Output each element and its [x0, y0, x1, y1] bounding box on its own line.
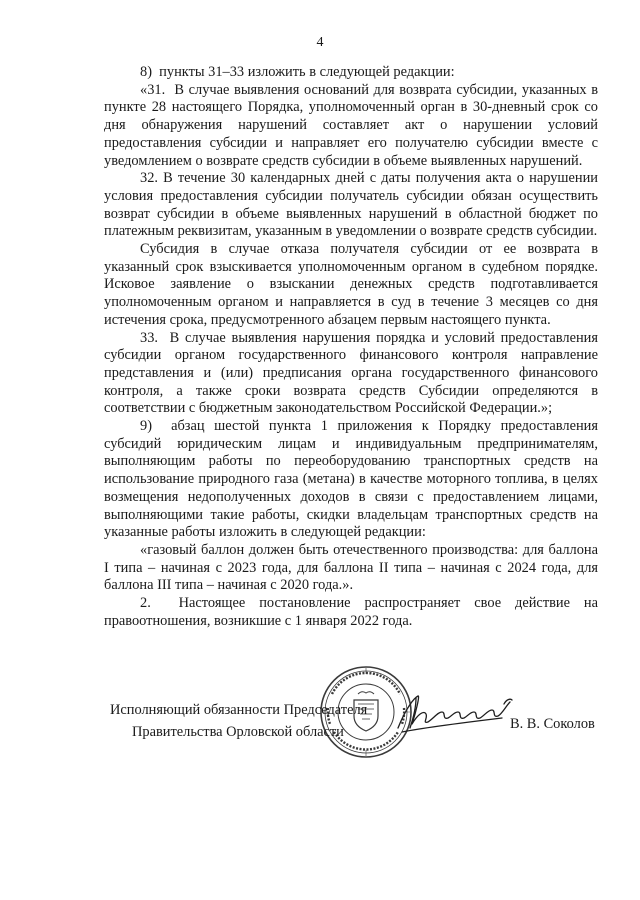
- paragraph-clause-33: 33. В случае выявления нарушения порядка и условий предоставления субсидии органом государственного финансового контроля направление представления и (или) предписания органа государственного финансового контроля, а также сроки возврата средств Субсидии определяются в соответствии с бюджетным законодательством Российской Федерации.»;: [104, 329, 598, 417]
- paragraph-effective-date: 2. Настоящее постановление распространяет свое действие на правоотношения, возникшие с 1 января 2022 года.: [104, 595, 598, 629]
- signer-position-line-2: Правительства Орловской области: [132, 724, 344, 740]
- paragraph-amendment-9: 9) абзац шестой пункта 1 приложения к Порядку предоставления субсидий юридическим лицам и индивидуальным предпринимателям, выполняющим работы по переоборудованию транспортных средств на использование природного газа (метана) в качестве моторного топлива, в целях возмещения недополученных доходов в связи с предоставлением лицами, выполняющими такие работы, скидки владельцам транспортных средств на указанные работы изложить в следующей редакции:: [104, 418, 598, 541]
- paragraph-gas-cylinder: «газовый баллон должен быть отечественного производства: для баллона I типа – начиная с 2023 года, для баллона II типа – начиная с 2024 года, для баллона III типа – начиная с 2020 года.».: [104, 541, 598, 594]
- signer-name: В. В. Соколов: [510, 716, 595, 732]
- page-number: 4: [316, 35, 324, 50]
- paragraph-amendment-8: 8) пункты 31–33 изложить в следующей редакции:: [140, 64, 455, 80]
- signature-block: [104, 694, 604, 764]
- document-body: [104, 64, 598, 631]
- paragraph-clause-31: «31. В случае выявления оснований для возврата субсидии, указанных в пункте 28 настоящего Порядка, уполномоченный орган в 30-дневный срок со дня обнаружения нарушений составляет акт о нарушении условий предоставления субсидии и направляет его получателю субсидии вместе с уведомлением о возврате средств субсидии в объеме выявленных нарушений.: [104, 81, 598, 169]
- signer-position-line-1: Исполняющий обязанности Председателя: [110, 702, 368, 718]
- paragraph-clause-32: 32. В течение 30 календарных дней с даты получения акта о нарушении условия предоставления субсидии получатель субсидии обязан осуществить возврат субсидии в объеме выявленных нарушений в областной бюджет по платежным реквизитам, указанным в уведомлении о возврате средств субсидии.: [104, 170, 598, 240]
- paragraph-recovery: Субсидия в случае отказа получателя субсидии от ее возврата в указанный срок взыскивается уполномоченным органом в судебном порядке. Исковое заявление о взыскании денежных средств подготавливается уполномоченным органом и направляется в суд в течение 3 месяцев со дня истечения срока, предусмотренного абзацем первым настоящего пункта.: [104, 241, 598, 328]
